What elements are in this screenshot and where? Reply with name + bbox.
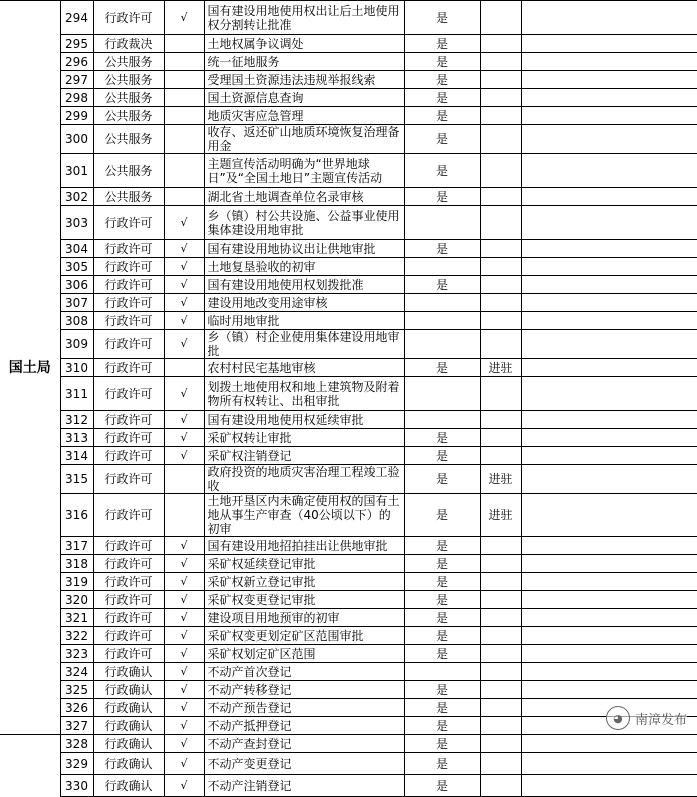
service-item: 湖北省土地调查单位名录审核 xyxy=(204,188,404,206)
service-item: 国有建设用地使用权划拨批准 xyxy=(204,276,404,294)
table-row xyxy=(0,411,697,429)
yes-flag xyxy=(404,206,480,240)
service-item: 收存、返还矿山地质环境恢复治理备用金 xyxy=(204,125,404,154)
row-number: 295 xyxy=(60,35,93,53)
yes-flag: 是 xyxy=(404,591,480,609)
yes-flag: 是 xyxy=(404,573,480,591)
note-cell xyxy=(480,107,521,125)
yes-flag: 是 xyxy=(404,753,480,775)
service-item: 乡（镇）村企业使用集体建设用地审批 xyxy=(204,330,404,359)
note-cell: 进驻 xyxy=(480,359,521,377)
row-number: 299 xyxy=(60,107,93,125)
table-row xyxy=(0,447,697,465)
check-mark xyxy=(164,125,204,154)
note-cell: 进驻 xyxy=(480,494,521,537)
check-mark: √ xyxy=(164,573,204,591)
service-type: 行政许可 xyxy=(93,377,164,411)
row-number: 307 xyxy=(60,294,93,312)
table-row xyxy=(0,645,697,663)
check-mark: √ xyxy=(164,294,204,312)
row-number: 297 xyxy=(60,71,93,89)
yes-flag xyxy=(404,663,480,681)
row-number: 309 xyxy=(60,330,93,359)
row-number: 312 xyxy=(60,411,93,429)
service-item: 受理国土资源违法违规举报线索 xyxy=(204,71,404,89)
check-mark: √ xyxy=(164,735,204,753)
row-number: 308 xyxy=(60,312,93,330)
yes-flag: 是 xyxy=(404,537,480,555)
yes-flag: 是 xyxy=(404,609,480,627)
service-item: 土地开垦区内未确定使用权的国有土地从事生产审查（40公顷以下）的初审 xyxy=(204,494,404,537)
table-row xyxy=(0,775,697,797)
service-type: 行政许可 xyxy=(93,447,164,465)
check-mark: √ xyxy=(164,753,204,775)
row-number: 330 xyxy=(60,775,93,797)
service-item: 采矿权新立登记审批 xyxy=(204,573,404,591)
table-row xyxy=(0,240,697,258)
row-number: 324 xyxy=(60,663,93,681)
service-item: 不动产抵押登记 xyxy=(204,717,404,735)
check-mark: √ xyxy=(164,429,204,447)
empty-cell xyxy=(521,71,697,89)
service-type: 行政许可 xyxy=(93,591,164,609)
empty-cell xyxy=(521,312,697,330)
check-mark: √ xyxy=(164,240,204,258)
check-mark: √ xyxy=(164,537,204,555)
table-row xyxy=(0,294,697,312)
check-mark: √ xyxy=(164,681,204,699)
note-cell xyxy=(480,53,521,71)
service-type: 行政确认 xyxy=(93,681,164,699)
note-cell xyxy=(480,294,521,312)
row-number: 329 xyxy=(60,753,93,775)
service-item: 不动产变更登记 xyxy=(204,753,404,775)
note-cell xyxy=(480,35,521,53)
check-mark xyxy=(164,53,204,71)
department-cell: 国土局 xyxy=(0,1,60,735)
service-item: 采矿权延续登记审批 xyxy=(204,555,404,573)
service-item: 采矿权转让审批 xyxy=(204,429,404,447)
note-cell xyxy=(480,735,521,753)
empty-cell xyxy=(521,573,697,591)
service-item: 建设项目用地预审的初审 xyxy=(204,609,404,627)
yes-flag: 是 xyxy=(404,188,480,206)
wechat-icon: ◕ xyxy=(606,706,630,730)
service-item: 农村村民宅基地审核 xyxy=(204,359,404,377)
service-type: 行政许可 xyxy=(93,645,164,663)
yes-flag: 是 xyxy=(404,240,480,258)
empty-cell xyxy=(521,447,697,465)
row-number: 319 xyxy=(60,573,93,591)
check-mark: √ xyxy=(164,775,204,797)
table-row xyxy=(0,627,697,645)
table-row xyxy=(0,753,697,775)
service-item: 采矿权注销登记 xyxy=(204,447,404,465)
yes-flag xyxy=(404,294,480,312)
row-number: 325 xyxy=(60,681,93,699)
check-mark: √ xyxy=(164,555,204,573)
note-cell xyxy=(480,188,521,206)
yes-flag: 是 xyxy=(404,359,480,377)
empty-cell xyxy=(521,294,697,312)
service-item: 采矿权划定矿区范围 xyxy=(204,645,404,663)
service-item: 不动产首次登记 xyxy=(204,663,404,681)
empty-cell xyxy=(521,359,697,377)
note-cell xyxy=(480,276,521,294)
check-mark: √ xyxy=(164,627,204,645)
empty-cell xyxy=(521,276,697,294)
row-number: 303 xyxy=(60,206,93,240)
note-cell xyxy=(480,330,521,359)
row-number: 306 xyxy=(60,276,93,294)
service-type: 行政确认 xyxy=(93,735,164,753)
empty-cell xyxy=(521,494,697,537)
watermark xyxy=(606,706,687,730)
yes-flag: 是 xyxy=(404,276,480,294)
yes-flag: 是 xyxy=(404,735,480,753)
note-cell xyxy=(480,537,521,555)
table-row xyxy=(0,154,697,188)
check-mark: √ xyxy=(164,312,204,330)
row-number: 300 xyxy=(60,125,93,154)
row-number: 301 xyxy=(60,154,93,188)
department-cell-empty xyxy=(0,735,60,797)
service-type: 行政确认 xyxy=(93,699,164,717)
service-item: 国有建设用地招拍挂出让供地审批 xyxy=(204,537,404,555)
row-number: 328 xyxy=(60,735,93,753)
table-row xyxy=(0,89,697,107)
note-cell xyxy=(480,377,521,411)
table-row xyxy=(0,125,697,154)
note-cell: 进驻 xyxy=(480,465,521,494)
service-item: 政府投资的地质灾害治理工程竣工验收 xyxy=(204,465,404,494)
service-item: 主题宣传活动明确为“世界地球日”及“全国土地日”主题宣传活动 xyxy=(204,154,404,188)
service-item: 采矿权变更划定矿区范围审批 xyxy=(204,627,404,645)
yes-flag: 是 xyxy=(404,681,480,699)
table-row xyxy=(0,276,697,294)
service-type: 行政许可 xyxy=(93,240,164,258)
check-mark: √ xyxy=(164,591,204,609)
table-row xyxy=(0,35,697,53)
empty-cell xyxy=(521,735,697,753)
service-type: 公共服务 xyxy=(93,53,164,71)
service-type: 行政许可 xyxy=(93,294,164,312)
check-mark: √ xyxy=(164,206,204,240)
note-cell xyxy=(480,591,521,609)
empty-cell xyxy=(521,645,697,663)
empty-cell xyxy=(521,609,697,627)
service-item: 不动产注销登记 xyxy=(204,775,404,797)
check-mark: √ xyxy=(164,645,204,663)
check-mark xyxy=(164,154,204,188)
empty-cell xyxy=(521,627,697,645)
row-number: 313 xyxy=(60,429,93,447)
note-cell xyxy=(480,645,521,663)
check-mark xyxy=(164,465,204,494)
empty-cell xyxy=(521,125,697,154)
note-cell xyxy=(480,125,521,154)
yes-flag: 是 xyxy=(404,107,480,125)
yes-flag: 是 xyxy=(404,494,480,537)
service-type: 行政许可 xyxy=(93,411,164,429)
check-mark xyxy=(164,359,204,377)
yes-flag: 是 xyxy=(404,465,480,494)
service-item: 不动产预告登记 xyxy=(204,699,404,717)
service-type: 行政许可 xyxy=(93,627,164,645)
table-row xyxy=(0,330,697,359)
yes-flag xyxy=(404,312,480,330)
note-cell xyxy=(480,447,521,465)
empty-cell xyxy=(521,775,697,797)
service-type: 行政许可 xyxy=(93,465,164,494)
empty-cell xyxy=(521,681,697,699)
table-row xyxy=(0,258,697,276)
service-type: 行政许可 xyxy=(93,429,164,447)
row-number: 311 xyxy=(60,377,93,411)
service-type: 行政许可 xyxy=(93,609,164,627)
note-cell xyxy=(480,240,521,258)
service-type: 公共服务 xyxy=(93,89,164,107)
row-number: 327 xyxy=(60,717,93,735)
service-item: 国有建设用地使用权出让后土地使用权分割转让批准 xyxy=(204,1,404,35)
table-row xyxy=(0,591,697,609)
check-mark xyxy=(164,188,204,206)
table-row xyxy=(0,359,697,377)
check-mark: √ xyxy=(164,699,204,717)
row-number: 320 xyxy=(60,591,93,609)
service-type: 行政许可 xyxy=(93,330,164,359)
note-cell xyxy=(480,206,521,240)
check-mark: √ xyxy=(164,258,204,276)
table-row xyxy=(0,494,697,537)
empty-cell xyxy=(521,555,697,573)
empty-cell xyxy=(521,1,697,35)
row-number: 318 xyxy=(60,555,93,573)
note-cell xyxy=(480,89,521,107)
check-mark: √ xyxy=(164,447,204,465)
service-type: 行政许可 xyxy=(93,537,164,555)
check-mark xyxy=(164,89,204,107)
note-cell xyxy=(480,775,521,797)
yes-flag: 是 xyxy=(404,89,480,107)
yes-flag: 是 xyxy=(404,71,480,89)
row-number: 316 xyxy=(60,494,93,537)
yes-flag: 是 xyxy=(404,699,480,717)
note-cell xyxy=(480,154,521,188)
table-row xyxy=(0,206,697,240)
row-number: 310 xyxy=(60,359,93,377)
yes-flag: 是 xyxy=(404,1,480,35)
note-cell xyxy=(480,258,521,276)
yes-flag xyxy=(404,330,480,359)
service-type: 公共服务 xyxy=(93,188,164,206)
row-number: 323 xyxy=(60,645,93,663)
note-cell xyxy=(480,312,521,330)
row-number: 294 xyxy=(60,1,93,35)
yes-flag: 是 xyxy=(404,717,480,735)
check-mark xyxy=(164,35,204,53)
service-item: 不动产查封登记 xyxy=(204,735,404,753)
service-type: 行政许可 xyxy=(93,359,164,377)
check-mark xyxy=(164,494,204,537)
yes-flag xyxy=(404,258,480,276)
service-item: 地质灾害应急管理 xyxy=(204,107,404,125)
note-cell xyxy=(480,573,521,591)
service-item: 国有建设用地协议出让供地审批 xyxy=(204,240,404,258)
check-mark: √ xyxy=(164,1,204,35)
yes-flag: 是 xyxy=(404,627,480,645)
empty-cell xyxy=(521,107,697,125)
note-cell xyxy=(480,555,521,573)
table-row xyxy=(0,681,697,699)
table-row xyxy=(0,107,697,125)
yes-flag: 是 xyxy=(404,154,480,188)
empty-cell xyxy=(521,35,697,53)
service-type: 行政确认 xyxy=(93,717,164,735)
empty-cell xyxy=(521,753,697,775)
service-type: 行政确认 xyxy=(93,775,164,797)
table-row xyxy=(0,555,697,573)
service-type: 行政许可 xyxy=(93,573,164,591)
row-number: 304 xyxy=(60,240,93,258)
empty-cell xyxy=(521,240,697,258)
check-mark xyxy=(164,71,204,89)
empty-cell xyxy=(521,53,697,71)
service-type: 行政许可 xyxy=(93,276,164,294)
note-cell xyxy=(480,71,521,89)
service-item: 土地复垦验收的初审 xyxy=(204,258,404,276)
note-cell xyxy=(480,753,521,775)
yes-flag: 是 xyxy=(404,35,480,53)
empty-cell xyxy=(521,154,697,188)
service-type: 行政许可 xyxy=(93,206,164,240)
yes-flag: 是 xyxy=(404,775,480,797)
service-type: 行政许可 xyxy=(93,258,164,276)
service-item: 乡（镇）村公共设施、公益事业使用集体建设用地审批 xyxy=(204,206,404,240)
note-cell xyxy=(480,699,521,717)
table-row xyxy=(0,717,697,735)
yes-flag: 是 xyxy=(404,429,480,447)
note-cell xyxy=(480,681,521,699)
note-cell xyxy=(480,429,521,447)
table-row xyxy=(0,377,697,411)
yes-flag xyxy=(404,377,480,411)
table-row xyxy=(0,609,697,627)
empty-cell xyxy=(521,330,697,359)
service-type: 行政许可 xyxy=(93,312,164,330)
row-number: 302 xyxy=(60,188,93,206)
table-row xyxy=(0,735,697,753)
yes-flag: 是 xyxy=(404,555,480,573)
empty-cell xyxy=(521,377,697,411)
service-item: 临时用地审批 xyxy=(204,312,404,330)
empty-cell xyxy=(521,591,697,609)
check-mark: √ xyxy=(164,717,204,735)
check-mark: √ xyxy=(164,377,204,411)
row-number: 296 xyxy=(60,53,93,71)
empty-cell xyxy=(521,429,697,447)
row-number: 321 xyxy=(60,609,93,627)
service-item: 划拨土地使用权和地上建筑物及附着物所有权转让、出租审批 xyxy=(204,377,404,411)
service-type: 行政许可 xyxy=(93,555,164,573)
service-item: 采矿权变更登记审批 xyxy=(204,591,404,609)
yes-flag: 是 xyxy=(404,645,480,663)
table-row xyxy=(0,71,697,89)
note-cell xyxy=(480,627,521,645)
empty-cell xyxy=(521,89,697,107)
check-mark: √ xyxy=(164,411,204,429)
row-number: 314 xyxy=(60,447,93,465)
row-number: 322 xyxy=(60,627,93,645)
service-item: 统一征地服务 xyxy=(204,53,404,71)
row-number: 317 xyxy=(60,537,93,555)
table-row xyxy=(0,53,697,71)
empty-cell xyxy=(521,537,697,555)
check-mark: √ xyxy=(164,330,204,359)
note-cell xyxy=(480,411,521,429)
service-item: 国有建设用地使用权延续审批 xyxy=(204,411,404,429)
service-item: 土地权属争议调处 xyxy=(204,35,404,53)
empty-cell xyxy=(521,206,697,240)
service-type: 公共服务 xyxy=(93,125,164,154)
table-row xyxy=(0,188,697,206)
service-type: 行政确认 xyxy=(93,663,164,681)
check-mark xyxy=(164,107,204,125)
table-row xyxy=(0,429,697,447)
empty-cell xyxy=(521,663,697,681)
service-type: 公共服务 xyxy=(93,154,164,188)
note-cell xyxy=(480,717,521,735)
empty-cell xyxy=(521,258,697,276)
service-type: 公共服务 xyxy=(93,107,164,125)
note-cell xyxy=(480,1,521,35)
service-type: 行政许可 xyxy=(93,1,164,35)
service-type: 行政许可 xyxy=(93,494,164,537)
table-row xyxy=(0,537,697,555)
table-row xyxy=(0,312,697,330)
empty-cell xyxy=(521,411,697,429)
service-type: 公共服务 xyxy=(93,71,164,89)
yes-flag: 是 xyxy=(404,53,480,71)
watermark-text: 南漳发布 xyxy=(634,712,687,728)
yes-flag: 是 xyxy=(404,447,480,465)
yes-flag: 是 xyxy=(404,125,480,154)
table-row xyxy=(0,1,697,35)
row-number: 326 xyxy=(60,699,93,717)
service-item: 国土资源信息查询 xyxy=(204,89,404,107)
table-row xyxy=(0,663,697,681)
row-number: 315 xyxy=(60,465,93,494)
service-item: 建设用地改变用途审核 xyxy=(204,294,404,312)
table-row xyxy=(0,699,697,717)
empty-cell xyxy=(521,188,697,206)
service-type: 行政裁决 xyxy=(93,35,164,53)
note-cell xyxy=(480,663,521,681)
service-type: 行政确认 xyxy=(93,753,164,775)
table-row xyxy=(0,573,697,591)
check-mark: √ xyxy=(164,276,204,294)
note-cell xyxy=(480,609,521,627)
service-item: 不动产转移登记 xyxy=(204,681,404,699)
empty-cell xyxy=(521,465,697,494)
row-number: 298 xyxy=(60,89,93,107)
table-row xyxy=(0,465,697,494)
check-mark: √ xyxy=(164,663,204,681)
check-mark: √ xyxy=(164,609,204,627)
row-number: 305 xyxy=(60,258,93,276)
yes-flag xyxy=(404,411,480,429)
